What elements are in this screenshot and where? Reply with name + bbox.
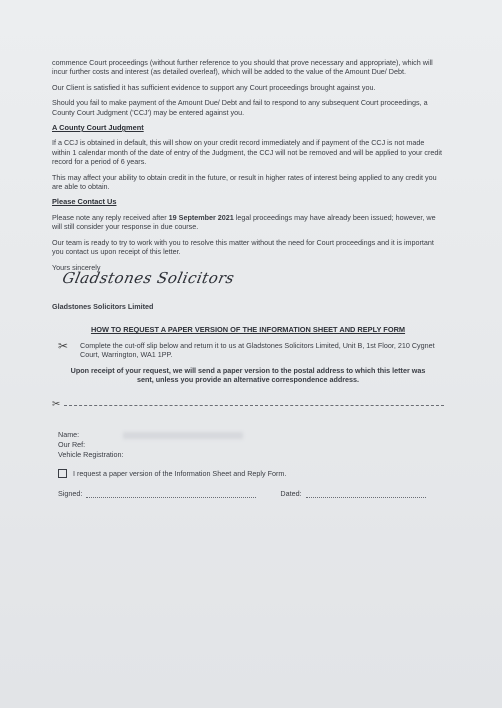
instruction-text: Complete the cut-off slip below and return it to us at Gladstones Solicitors Limited, Unit B, 1st Floor, 210 Cygnet Court, Warrington, WA1 1PP. — [80, 340, 435, 360]
company-name: Gladstones Solicitors Limited — [52, 301, 154, 311]
dated-label: Dated: — [280, 488, 302, 498]
vehicle-label: Vehicle Registration: — [58, 449, 124, 459]
request-instruction — [58, 338, 444, 360]
signed-line[interactable] — [86, 489, 256, 498]
signature-row — [58, 489, 444, 498]
scissors-cut-icon: ✂ — [52, 399, 61, 411]
deadline-date: 19 September 2021 — [168, 212, 234, 222]
paragraph-evidence: Our Client is satisfied it has sufficient evidence to support any Court proceedings brought against you. — [52, 82, 376, 92]
redacted-name — [123, 432, 243, 439]
name-label: Name: — [58, 430, 80, 440]
deadline-text-before: Please note any reply received after — [52, 212, 169, 222]
paragraph-court-proceedings: commence Court proceedings (without further reference to you should that prove necessary and appropriate), which will incur further costs and interest (as detailed overleaf), which will be added to the value of the Amount Due/ Debt. — [52, 58, 433, 77]
scissors-icon: ✂ — [58, 338, 69, 353]
name-field[interactable] — [58, 430, 444, 440]
handwritten-signature: Gladstones Solicitors — [60, 268, 237, 287]
contact-heading: Please Contact Us — [52, 197, 117, 207]
paragraph-ccj-warning: Should you fail to make payment of the Amount Due/ Debt and fail to respond to any subsequent Court proceedings, a County Court Judgment ('CCJ') may be entered against you. — [52, 98, 428, 117]
slip-fields — [58, 430, 444, 459]
deadline-text-after: legal proceedings may have already been issued; however, we will still consider your response in due course. — [52, 212, 436, 232]
dated-line[interactable] — [306, 489, 426, 498]
signed-label: Signed: — [58, 488, 83, 498]
paragraph-reply-deadline — [52, 213, 444, 232]
dashed-divider — [64, 405, 444, 406]
paper-request-option[interactable] — [58, 469, 444, 478]
ref-field[interactable] — [58, 440, 444, 450]
request-notice: Upon receipt of your request, we will send a paper version to the postal address to which this letter was sent, unless you provide an alternative correspondence address. — [70, 365, 426, 384]
ccj-heading: A County Court Judgment — [52, 123, 144, 133]
vehicle-field[interactable] — [58, 450, 444, 460]
paragraph-credit-effect: This may affect your ability to obtain credit in the future, or result in higher rates of interest being applied to any credit you are able to obtain. — [52, 172, 437, 192]
ref-label: Our Ref: — [58, 439, 86, 449]
paper-request-checkbox[interactable] — [58, 469, 67, 478]
paragraph-contact-us: Our team is ready to try to work with you to resolve this matter without the need for Court proceedings and it is important you contact us upon receipt of this letter. — [52, 237, 434, 257]
sign-off: Yours sincerely — [52, 262, 101, 272]
letter-body — [52, 58, 444, 498]
cut-line — [52, 400, 444, 410]
request-title: HOW TO REQUEST A PAPER VERSION OF THE INFORMATION SHEET AND REPLY FORM — [90, 325, 406, 335]
paragraph-ccj-default: If a CCJ is obtained in default, this will show on your credit record immediately and if payment of the CCJ is not made within 1 calendar month of the date of entry of the Judgment, the CCJ will not be removed and will be applied to your credit record for a period of 6 years. — [52, 138, 442, 167]
checkbox-label: I request a paper version of the Information Sheet and Reply Form. — [73, 469, 287, 479]
